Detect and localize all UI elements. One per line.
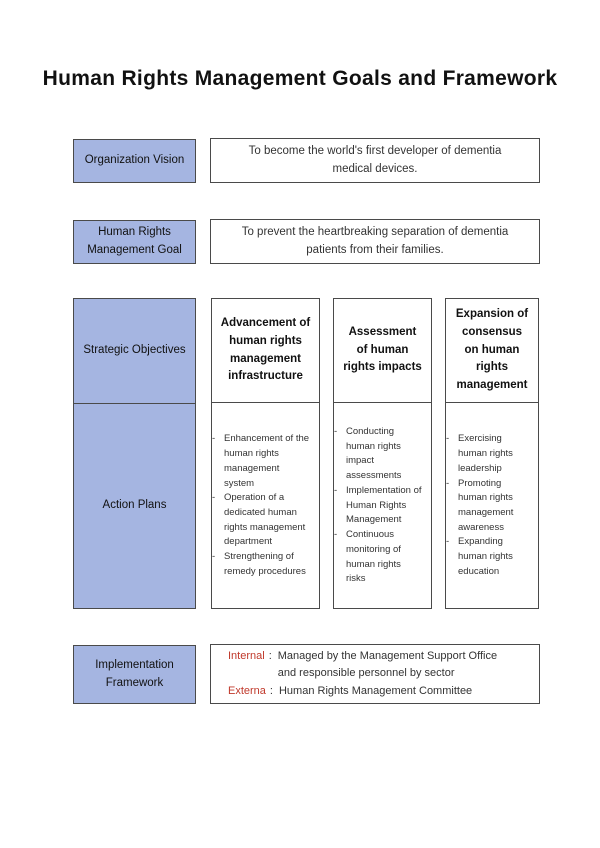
internal-separator: : xyxy=(268,650,272,663)
goal-label-box xyxy=(73,220,196,264)
implementation-content-box xyxy=(210,644,540,704)
implementation-lines xyxy=(228,648,497,699)
external-key: Externa xyxy=(228,684,266,697)
page-title: Human Rights Management Goals and Framework xyxy=(42,67,558,90)
objective-heading-1: Advancement of human rights management infrastructure xyxy=(212,299,319,403)
internal-text-line2: and responsible personnel by sector xyxy=(277,667,455,680)
goal-text: To prevent the heartbreaking separation of dementia patients from their families. xyxy=(241,225,509,256)
action-item: - Continuous monitoring of human rights risks xyxy=(334,528,423,587)
implementation-label-line1: Implementation xyxy=(95,658,174,671)
goal-label-line1: Human Rights xyxy=(98,226,171,239)
vision-label: Organization Vision xyxy=(84,154,185,167)
action-plans-label-box xyxy=(73,403,196,609)
action-list-2 xyxy=(334,425,431,587)
objective-heading-2: Assessment of human rights impacts xyxy=(334,299,431,403)
action-item: - Expanding human rights education xyxy=(446,535,530,579)
objective-column-2 xyxy=(333,298,432,609)
vision-content-box xyxy=(210,138,540,183)
objective-column-1 xyxy=(211,298,320,609)
action-item: - Enhancement of the human rights management system xyxy=(212,432,311,491)
action-list-1 xyxy=(212,432,319,579)
vision-label-box xyxy=(73,139,196,183)
vision-text: To become the world's first developer of dementia medical devices. xyxy=(248,144,502,175)
action-plans-label: Action Plans xyxy=(102,499,167,512)
objective-column-3 xyxy=(445,298,539,609)
internal-key: Internal xyxy=(228,650,265,663)
action-item: - Promoting human rights management awareness xyxy=(446,477,530,536)
internal-line xyxy=(228,648,497,682)
action-list-3 xyxy=(446,432,538,579)
action-item: - Strengthening of remedy procedures xyxy=(212,550,311,579)
action-plans-2 xyxy=(334,404,431,608)
action-plans-1 xyxy=(212,404,319,608)
action-item: - Operation of a dedicated human rights management department xyxy=(212,491,311,550)
objective-heading-3: Expansion of consensus on human rights management xyxy=(446,299,538,403)
action-item: - Implementation of Human Rights Management xyxy=(334,484,423,528)
strategic-objectives-label: Strategic Objectives xyxy=(83,344,186,357)
goal-content-box xyxy=(210,219,540,264)
goal-label-line2: Management Goal xyxy=(87,244,182,256)
strategic-objectives-label-box xyxy=(73,298,196,404)
external-line xyxy=(228,683,497,700)
external-separator: : xyxy=(269,684,273,697)
action-plans-3 xyxy=(446,404,538,608)
internal-text-line1: Managed by the Management Support Office xyxy=(277,650,498,663)
internal-text-block xyxy=(278,648,497,682)
implementation-label-line2: Framework xyxy=(105,676,164,689)
action-item: - Exercising human rights leadership xyxy=(446,432,530,476)
external-text: Human Rights Management Committee xyxy=(278,684,473,697)
action-item: - Conducting human rights impact assessments xyxy=(334,425,423,484)
implementation-label-box xyxy=(73,645,196,704)
